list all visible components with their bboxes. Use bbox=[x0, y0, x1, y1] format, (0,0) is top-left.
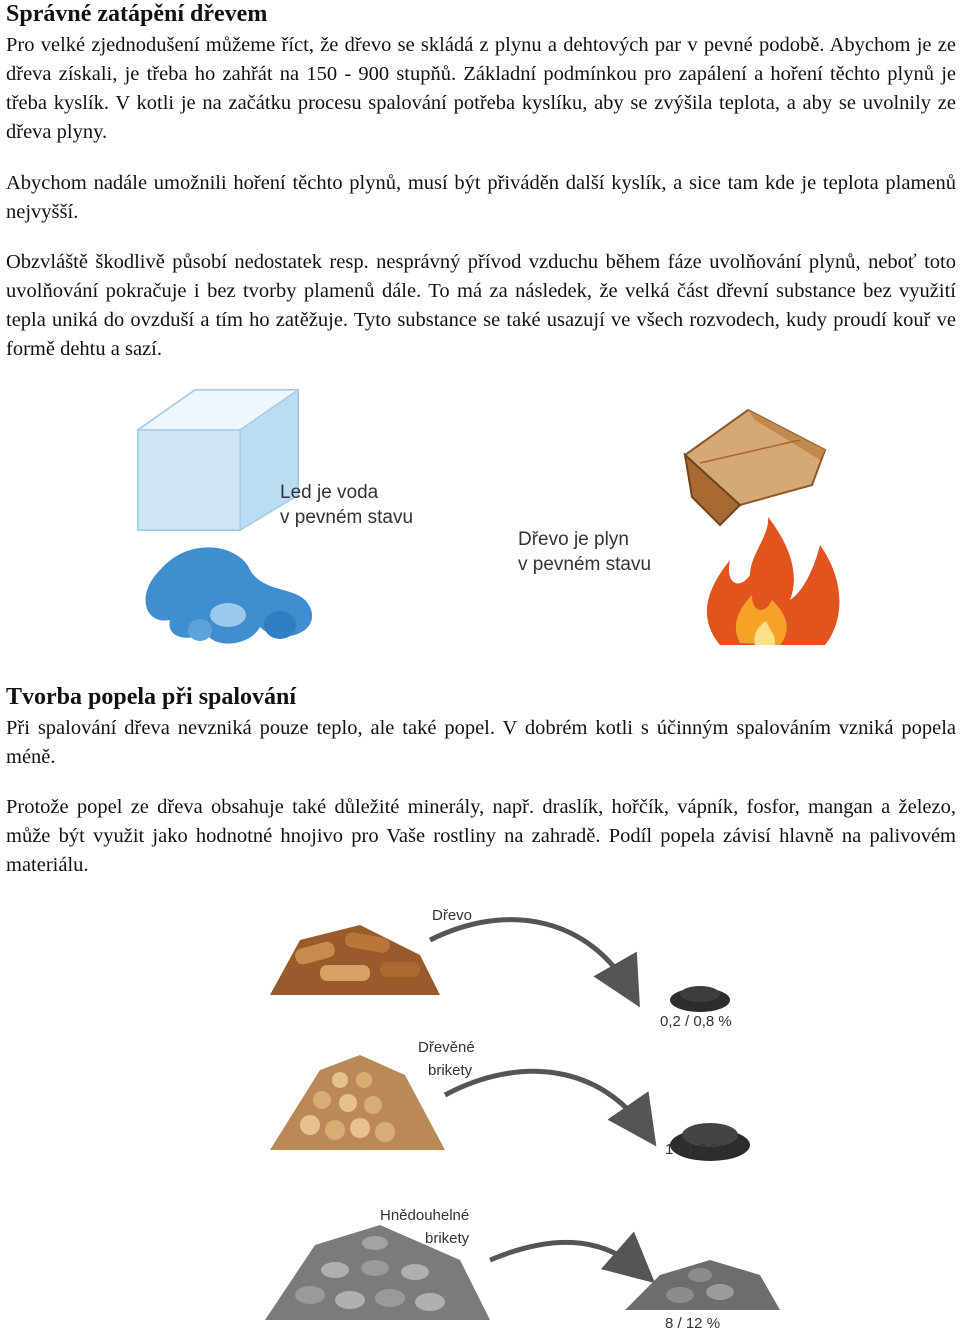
ash-content-illustration bbox=[260, 900, 780, 1335]
illustration-ice-water-wood-fire bbox=[100, 385, 880, 660]
row-label-wood-briquettes-line2: brikety bbox=[428, 1062, 473, 1079]
figure-ash-content bbox=[260, 900, 780, 1335]
ash-value-lignite-briquettes: 8 / 12 % bbox=[665, 1315, 721, 1332]
ash-pile-small-icon bbox=[670, 986, 730, 1012]
paragraph: Při spalování dřeva nevzniká pouze teplo, ale také popel. V dobrém kotli s účinným spalováním vzniká popela méně. bbox=[6, 717, 956, 768]
water-splash-icon bbox=[146, 547, 313, 643]
ice-label-line2: v pevném stavu bbox=[280, 507, 414, 528]
row-label-lignite-briquettes-line1: Hnědouhelné bbox=[380, 1207, 470, 1224]
wood-label-line2: v pevném stavu bbox=[518, 554, 652, 575]
wood-log-icon bbox=[685, 410, 825, 525]
row-label-wood-briquettes-line1: Dřevěné bbox=[418, 1039, 475, 1056]
ash-pile-large-icon bbox=[625, 1260, 780, 1310]
wood-label-line1: Dřevo je plyn bbox=[518, 529, 629, 550]
section-title-wood-firing: Správné zatápění dřevem bbox=[6, 1, 268, 27]
paragraph: Obzvláště škodlivě působí nedostatek resp. nesprávný přívod vzduchu během fáze uvolňování plynů, neboť toto uvolňování pokračuje i bez tvorby plamenů dále. To má za následek, že velká část dřevní substance bez využití tepla uniká do ovzduší a tím ho zatěžuje. Tyto substance se také usazují ve všech rozvodech, kudy proudí kouř ve formě dehtu a sazí. bbox=[6, 251, 956, 360]
arrow-icon bbox=[445, 1071, 645, 1130]
paragraph: Abychom nadále umožnili hoření těchto plynů, musí být přiváděn další kyslík, a sice tam kde je teplota plamenů nejvyšší. bbox=[6, 172, 956, 223]
figure-ice-wood bbox=[100, 385, 880, 660]
ash-value-wood-briquettes: 1 / 1,2 % bbox=[665, 1141, 725, 1158]
ice-cube-icon bbox=[138, 390, 298, 530]
flame-icon bbox=[707, 517, 840, 645]
wood-briquette-pile-icon bbox=[270, 1055, 445, 1150]
ice-label-line1: Led je voda bbox=[280, 482, 379, 503]
wood-pile-icon bbox=[270, 925, 440, 995]
row-label-lignite-briquettes-line2: brikety bbox=[425, 1230, 470, 1247]
arrow-icon bbox=[430, 920, 630, 990]
section-title-ash: Tvorba popela při spalování bbox=[6, 684, 297, 710]
arrow-icon bbox=[490, 1242, 640, 1270]
paragraph: Protože popel ze dřeva obsahuje také důležité minerály, např. draslík, hořčík, vápník, fosfor, mangan a železo, může být využit jako hodnotné hnojivo pro Vaše rostliny na zahradě. Podíl popela závisí hlavně na palivovém materiálu. bbox=[6, 796, 956, 876]
paragraph: Pro velké zjednodušení můžeme říct, že dřevo se skládá z plynu a dehtových par v pevné podobě. Abychom je ze dřeva získali, je třeba ho zahřát na 150 - 900 stupňů. Základní podmínkou pro zapálení a hoření těchto plynů je třeba kyslík. V kotli je na začátku procesu spalování potřeba kyslíku, aby se zvýšila teplota, a aby se uvolnily ze dřeva plyny. bbox=[6, 34, 956, 143]
ash-value-wood: 0,2 / 0,8 % bbox=[660, 1013, 732, 1030]
row-label-wood: Dřevo bbox=[432, 907, 473, 924]
